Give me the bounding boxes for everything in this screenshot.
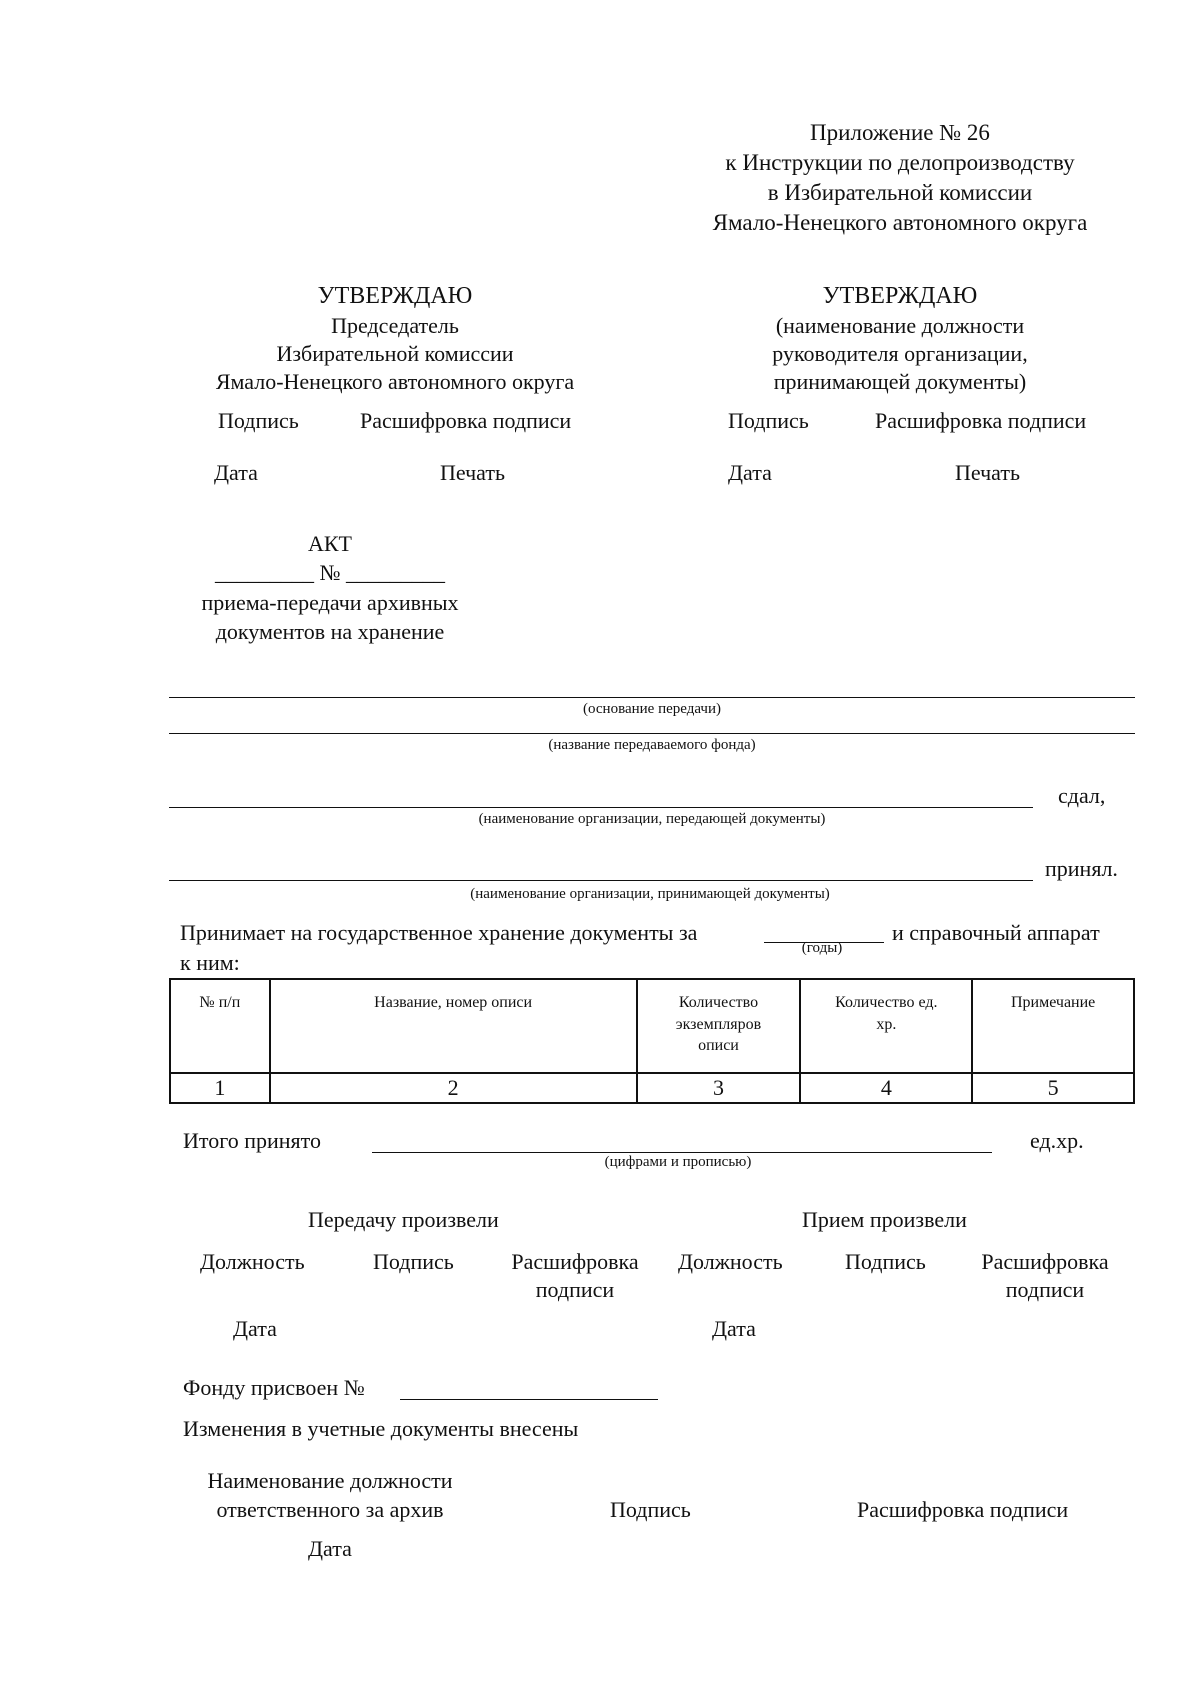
fund-caption: (название передаваемого фонда) xyxy=(548,737,756,753)
approve-right-decode: Расшифровка подписи xyxy=(875,408,1087,433)
table-cell: 4 xyxy=(800,1073,972,1103)
appendix-block xyxy=(680,118,1120,238)
table-cell: 1 xyxy=(170,1073,270,1103)
total-line[interactable] xyxy=(372,1152,992,1153)
act-line2: документов на хранение xyxy=(215,619,445,644)
changes-text: Изменения в учетные документы внесены xyxy=(183,1416,579,1441)
table-header: Примечание xyxy=(972,979,1134,1073)
approve-left-line1: Председатель xyxy=(331,313,459,338)
approve-right-line3: принимающей документы) xyxy=(773,369,1027,394)
archivist-line1: Наименование должности xyxy=(207,1468,453,1493)
archivist-line2: ответственного за архив xyxy=(216,1497,444,1522)
receive-title: Прием произвели xyxy=(802,1207,967,1232)
fund-line[interactable] xyxy=(169,733,1135,734)
transfer-date: Дата xyxy=(233,1316,277,1341)
approve-right-seal: Печать xyxy=(955,460,1021,485)
act-number-line: _________ № _________ xyxy=(215,560,445,585)
approve-left-line2: Избирательной комиссии xyxy=(276,341,514,366)
approve-left-date: Дата xyxy=(214,460,258,485)
handed-org-line[interactable] xyxy=(169,807,1033,808)
total-unit: ед.хр. xyxy=(1030,1128,1084,1153)
transfer-signature: Подпись xyxy=(373,1249,454,1274)
handed-word: сдал, xyxy=(1058,783,1106,808)
handed-org-caption: (наименование организации, передающей документы) xyxy=(478,811,826,827)
receive-decode-l1: Расшифровка xyxy=(981,1249,1109,1274)
fund-number-line[interactable] xyxy=(400,1399,658,1400)
table-header: Название, номер описи xyxy=(270,979,637,1073)
approve-right-line1: (наименование должности xyxy=(775,313,1025,338)
transfer-title: Передачу произвели xyxy=(308,1207,499,1232)
total-label: Итого принято xyxy=(183,1128,321,1153)
approve-right-signature: Подпись xyxy=(728,408,809,433)
receive-position: Должность xyxy=(678,1249,783,1274)
table-number-row xyxy=(170,1073,1134,1103)
approve-right-block xyxy=(690,280,1110,396)
archivist-date: Дата xyxy=(308,1536,352,1561)
table-cell: 2 xyxy=(270,1073,637,1103)
table-cell: 3 xyxy=(637,1073,801,1103)
act-line1: приема-передачи архивных xyxy=(201,590,459,615)
appendix-region: Ямало-Ненецкого автономного округа xyxy=(712,210,1088,235)
approve-right-title: УТВЕРЖДАЮ xyxy=(822,283,978,309)
archivist-decode: Расшифровка подписи xyxy=(857,1497,1069,1522)
table-cell: 5 xyxy=(972,1073,1134,1103)
fund-assigned-label: Фонду присвоен № xyxy=(183,1375,365,1400)
total-caption: (цифрами и прописью) xyxy=(604,1154,752,1170)
appendix-number: Приложение № 26 xyxy=(810,120,990,145)
appendix-instruction: к Инструкции по делопроизводству xyxy=(725,150,1075,175)
approve-right-line2: руководителя организации, xyxy=(772,341,1028,366)
approve-left-title: УТВЕРЖДАЮ xyxy=(317,283,473,309)
transfer-decode-l2: подписи xyxy=(535,1277,615,1302)
approve-right-date: Дата xyxy=(728,460,772,485)
years-caption: (годы) xyxy=(801,940,843,956)
transfer-decode-l1: Расшифровка xyxy=(511,1249,639,1274)
approve-left-block xyxy=(180,280,610,396)
table-header-row xyxy=(170,979,1134,1073)
receive-signature: Подпись xyxy=(845,1249,926,1274)
table-header: Количество ед. хр. xyxy=(800,979,972,1073)
act-block xyxy=(180,530,480,646)
table-header: Количество экземпляров описи xyxy=(637,979,801,1073)
approve-left-decode: Расшифровка подписи xyxy=(360,408,572,433)
approve-left-seal: Печать xyxy=(440,460,506,485)
approve-left-line3: Ямало-Ненецкого автономного округа xyxy=(215,369,575,394)
received-org-line[interactable] xyxy=(169,880,1033,881)
transfer-position: Должность xyxy=(200,1249,305,1274)
accepts-text-line2: к ним: xyxy=(180,950,240,975)
accepts-text-before: Принимает на государственное хранение документы за xyxy=(180,920,698,945)
basis-line[interactable] xyxy=(169,697,1135,698)
documents-table xyxy=(169,978,1135,1104)
accepts-text-after: и справочный аппарат xyxy=(892,920,1100,945)
approve-left-signature: Подпись xyxy=(218,408,299,433)
receive-date: Дата xyxy=(712,1316,756,1341)
archivist-signature: Подпись xyxy=(610,1497,691,1522)
table-header: № п/п xyxy=(170,979,270,1073)
receive-decode-l2: подписи xyxy=(1005,1277,1085,1302)
basis-caption: (основание передачи) xyxy=(583,701,721,717)
appendix-commission: в Избирательной комиссии xyxy=(767,180,1033,205)
act-title: АКТ xyxy=(308,531,352,556)
received-org-caption: (наименование организации, принимающей документы) xyxy=(470,886,830,902)
received-word: принял. xyxy=(1045,856,1118,881)
